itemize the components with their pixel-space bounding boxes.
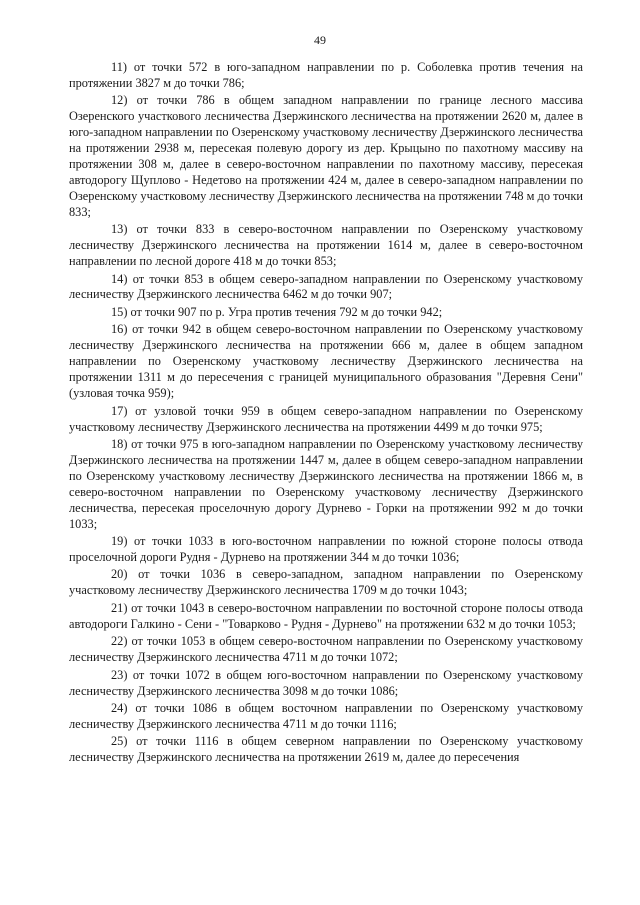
- paragraph-11: 11) от точки 572 в юго-западном направлении по р. Соболевка против течения на протяжении 3827 м до точки 786;: [69, 60, 583, 90]
- paragraph-14: 14) от точки 853 в общем северо-западном направлении по Озеренскому участковому лесничеству Дзержинского лесничества 6462 м до точки 907;: [69, 271, 583, 302]
- paragraph-18: 18) от точки 975 в юго-западном направлении по Озеренскому участковому лесничеству Дзержинского лесничества на протяжении 1447 м, далее в общем северо-западном направлении по Озеренскому участковому лесничеству Дзержинского лесничества на протяжении 1866 м, в северо-восточном направлении по Озеренскому участковому лесничеству Дзержинского лесничества, пересекая проселочную дорогу Дурнево - Горки на протяжении 992 м до точки 1033;: [69, 437, 583, 531]
- paragraph-20: 20) от точки 1036 в северо-западном, западном направлении по Озеренскому участковому лесничеству Дзержинского лесничества 1709 м до точки 1043;: [69, 567, 583, 598]
- paragraph-17: 17) от узловой точки 959 в общем северо-западном направлении по Озеренскому участковому лесничеству Дзержинского лесничества на протяжении 4499 м до точки 975;: [69, 403, 583, 434]
- paragraph-12: 12) от точки 786 в общем западном направлении по границе лесного массива Озеренского участкового лесничества Дзержинского лесничества на протяжении 2620 м, далее в юго-западном направлении по Озеренскому участковому лесничеству Дзержинского лесничества на протяжении 2938 м, пересекая полевую дорогу из дер. Крыцыно по пахотному массиву на протяжении 308 м, далее в северо-восточном направлении по пахотному массиву, пересекая автодорогу Щуплово - Недетово на протяжении 424 м, далее в северо-западном направлении по Озеренскому участковому лесничеству Дзержинского лесничества на протяжении 748 м до точки 833;: [69, 93, 583, 219]
- paragraph-25: 25) от точки 1116 в общем северном направлении по Озеренскому участковому лесничеству Дзержинского лесничества на протяжении 2619 м, далее до пересечения: [69, 734, 583, 765]
- page-number: 49: [314, 33, 326, 47]
- paragraph-24: 24) от точки 1086 в общем восточном направлении по Озеренскому участковому лесничеству Дзержинского лесничества 4711 м до точки 1116;: [69, 701, 583, 731]
- paragraph-23: 23) от точки 1072 в общем юго-восточном направлении по Озеренскому участковому лесничеству Дзержинского лесничества 3098 м до точки 1086;: [69, 667, 583, 698]
- paragraph-13: 13) от точки 833 в северо-восточном направлении по Озеренскому участковому лесничеству Дзержинского лесничества на протяжении 1614 м, далее в северо-восточном направлении по лесной дороге 418 м до точки 853;: [69, 222, 583, 269]
- paragraph-15: 15) от точки 907 по р. Угра против течения 792 м до точки 942;: [111, 304, 443, 319]
- paragraph-21: 21) от точки 1043 в северо-восточном направлении по восточной стороне полосы отвода автодороги Галкино - Сени - "Товарково - Рудня - Дурнево" на протяжении 632 м до точки 1053;: [69, 600, 583, 631]
- paragraph-22: 22) от точки 1053 в общем северо-восточном направлении по Озеренскому участковому лесничеству Дзержинского лесничества 4711 м до точки 1072;: [69, 634, 583, 665]
- paragraph-16: 16) от точки 942 в общем северо-восточном направлении по Озеренскому участковому лесничеству Дзержинского лесничества на протяжении 666 м, далее в общем западном направлении по Озеренскому участковому лесничеству Дзержинского лесничества на протяжении 1311 м до пересечения с границей муниципального образования "Деревня Сени" (узловая точка 959);: [69, 322, 583, 401]
- document-body: [69, 60, 583, 768]
- paragraph-19: 19) от точки 1033 в юго-восточном направлении по южной стороне полосы отвода проселочной дороги Рудня - Дурнево на протяжении 344 м до точки 1036;: [69, 534, 583, 564]
